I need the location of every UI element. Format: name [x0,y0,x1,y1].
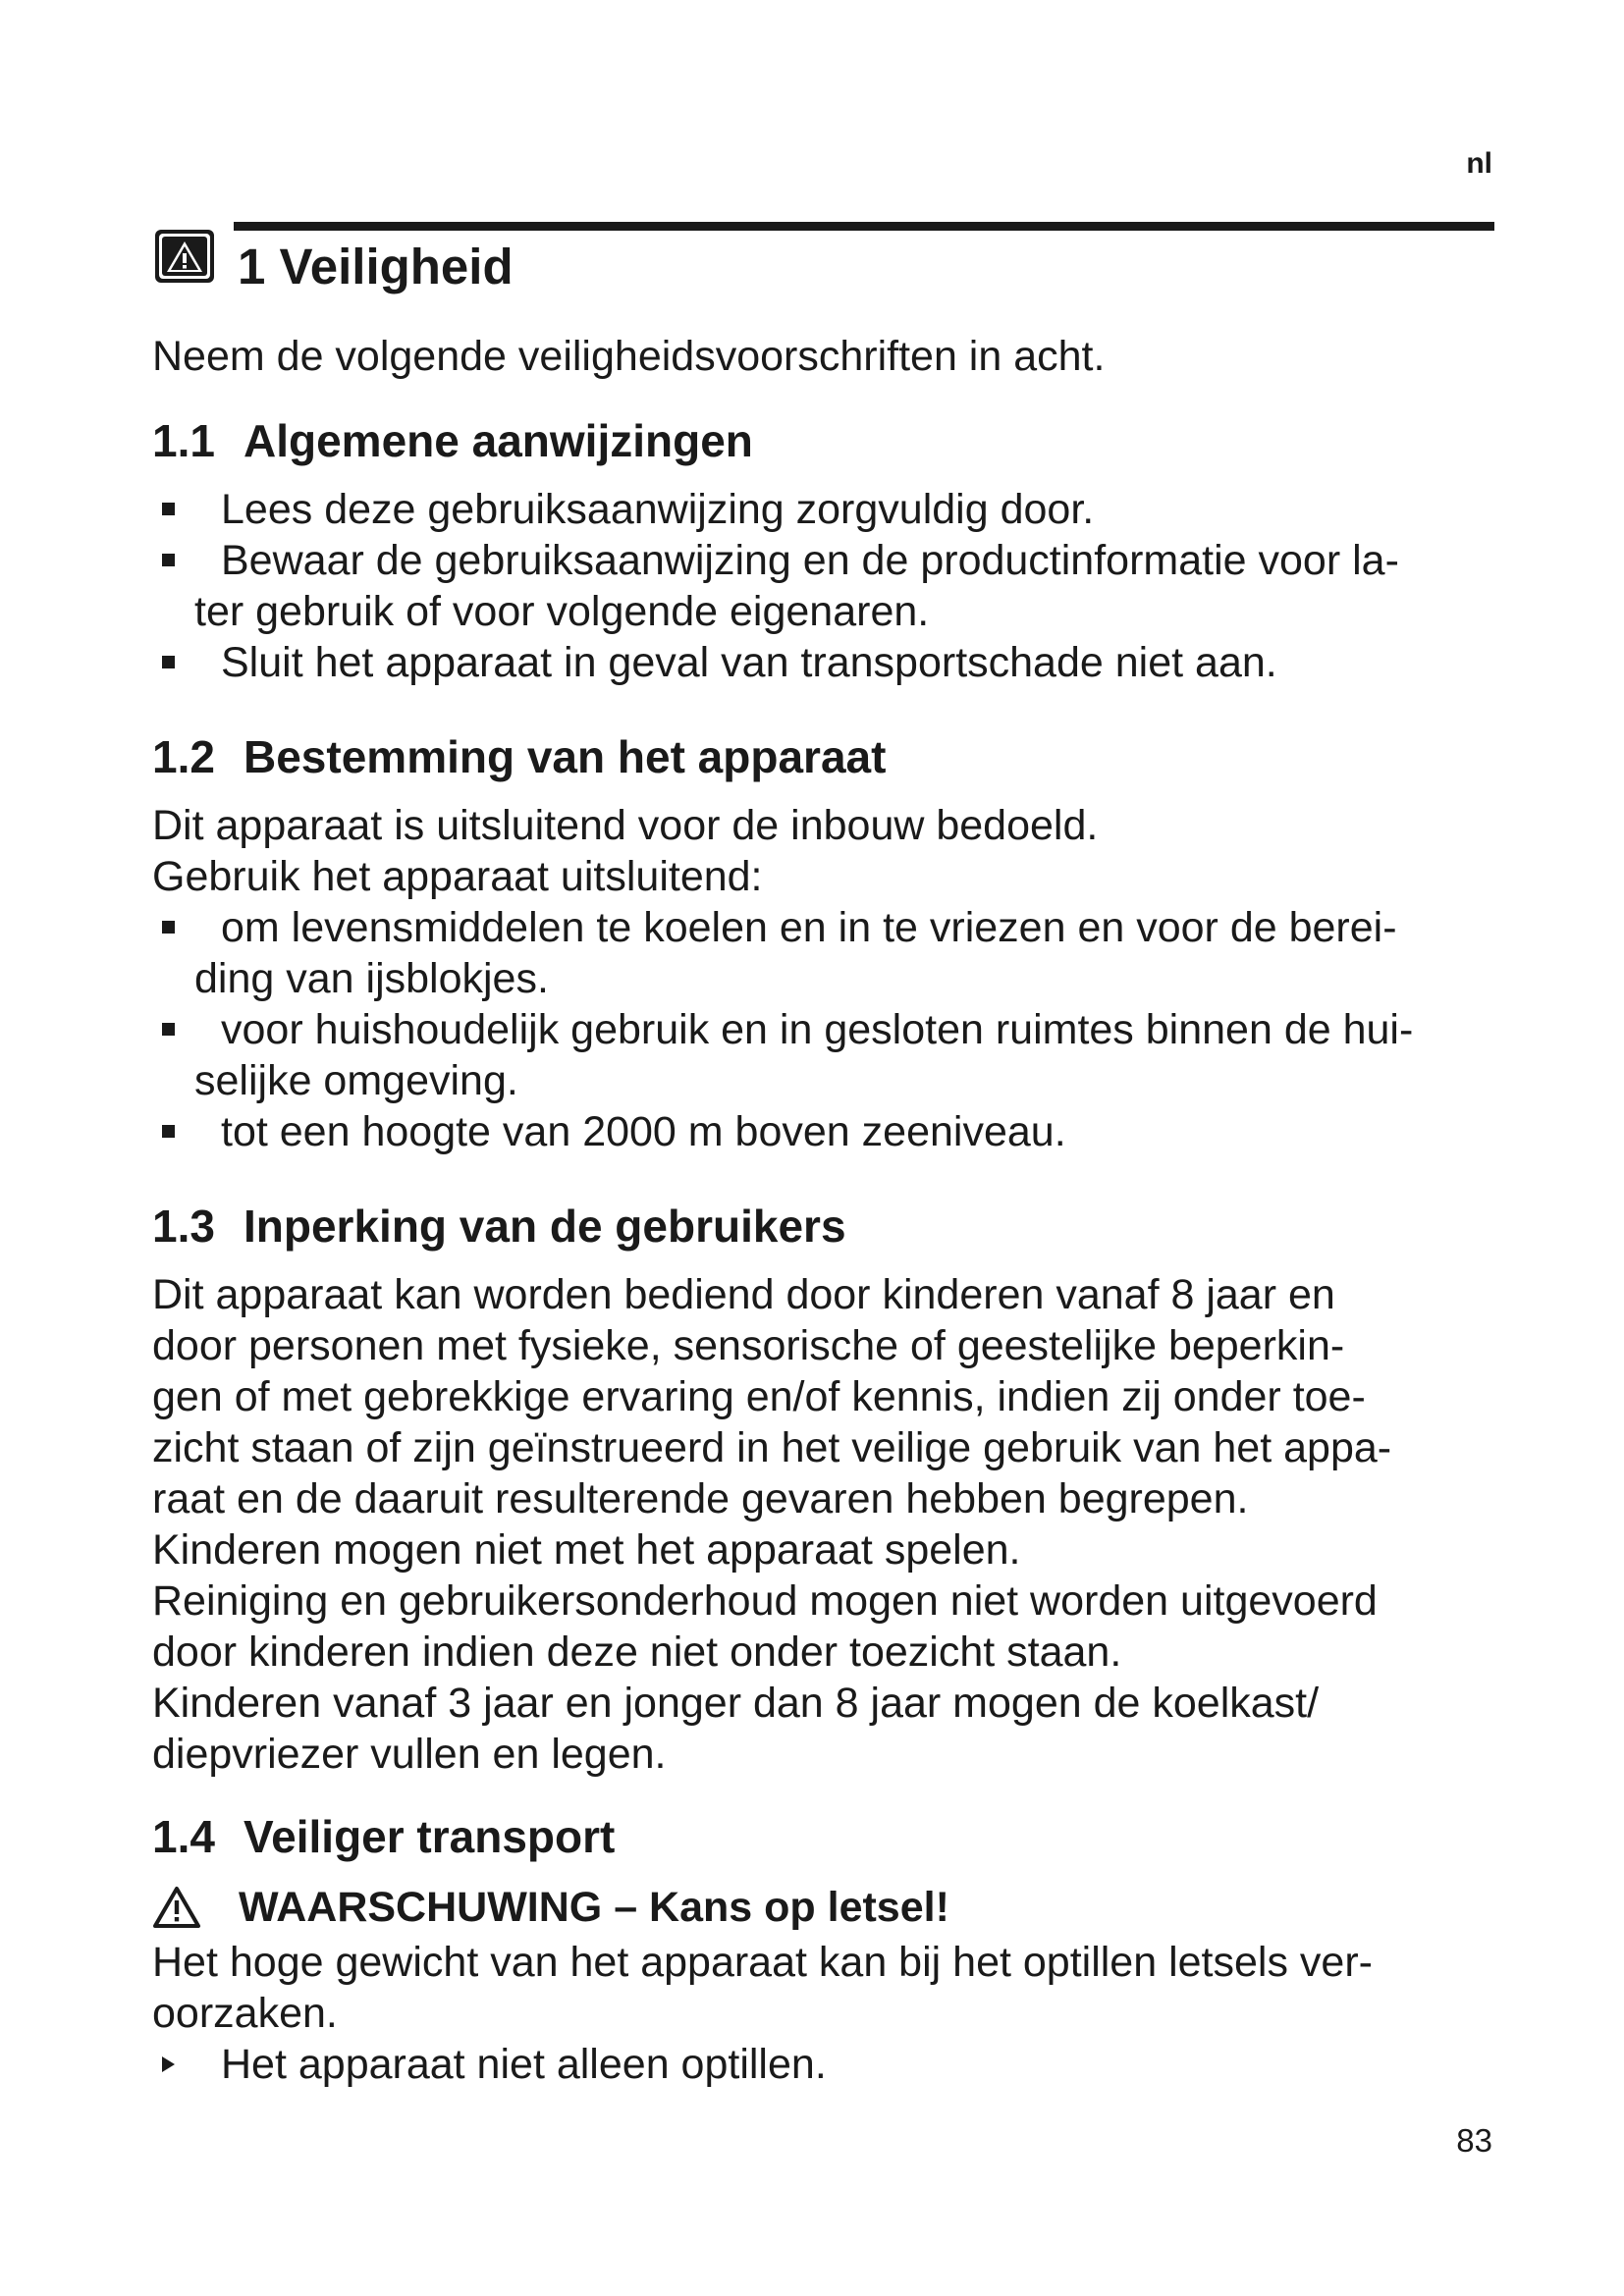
list-item [152,535,1527,637]
paragraph-line: door kinderen indien deze niet onder toezicht staan. [152,1629,1122,1676]
section-title: Algemene aanwijzingen [244,415,753,466]
list-item-text: tot een hoogte van 2000 m boven zeeniveau. [221,1108,1066,1155]
square-bullet-icon [162,656,175,668]
list-item-text: voor huishoudelijk gebruik en in gesloten ruimtes binnen de hui- [221,1006,1414,1053]
warning-notice [152,1880,1527,1935]
list-item-text: om levensmiddelen te koelen en in te vriezen en voor de berei- [221,904,1397,951]
section-number: 1.1 [152,415,215,466]
paragraph-line: Het hoge gewicht van het apparaat kan bij het optillen letsels ver- [152,1939,1373,1986]
list-item-text: Sluit het apparaat in geval van transportschade niet aan. [221,639,1277,686]
list-item [152,484,1527,535]
warning-triangle-icon [152,1886,201,1929]
paragraph-line: diepvriezer vullen en legen. [152,1731,667,1778]
paragraph-line: Reiniging en gebruikersonderhoud mogen niet worden uitgevoerd [152,1577,1378,1625]
section-heading-user-restrictions [152,1197,1527,1255]
paragraph-line: zicht staan of zijn geïnstrueerd in het veilige gebruik van het appa- [152,1424,1392,1471]
section-number: 1.4 [152,1811,215,1862]
warning-box-icon [154,229,215,284]
paragraph-line: gen of met gebrekkige ervaring en/of kennis, indien zij onder toe- [152,1373,1366,1420]
section-heading-safe-transport [152,1807,1527,1866]
section-title: Bestemming van het apparaat [244,731,887,782]
chapter-intro: Neem de volgende veiligheidsvoorschriften in acht. [152,333,1106,380]
paragraph-line: Dit apparaat is uitsluitend voor de inbouw bedoeld. [152,802,1099,849]
section-number: 1.3 [152,1201,215,1252]
section-heading-intended-use [152,727,1527,786]
section-title: Inperking van de gebruikers [244,1201,846,1252]
list-item [152,902,1527,1004]
list-item-text: Bewaar de gebruiksaanwijzing en de productinformatie voor la- [221,537,1399,584]
section-heading-general [152,411,1527,470]
chapter-rule [234,222,1494,231]
triangle-bullet-icon [162,2056,175,2072]
paragraph-line: Kinderen mogen niet met het apparaat spelen. [152,1526,1021,1574]
paragraph-line: oorzaken. [152,1990,338,2037]
square-bullet-icon [162,1023,175,1036]
page-number: 83 [1456,2122,1492,2159]
list-item-text: Lees deze gebruiksaanwijzing zorgvuldig door. [221,486,1095,533]
warning-label: WAARSCHUWING – Kans op letsel! [239,1884,949,1931]
action-step [152,2039,1527,2090]
user-restrictions-text [152,1269,1527,1780]
square-bullet-icon [162,921,175,934]
section-title: Veiliger transport [244,1811,616,1862]
general-instructions-list [152,484,1527,688]
square-bullet-icon [162,503,175,515]
square-bullet-icon [162,1125,175,1138]
list-item [152,1004,1527,1106]
paragraph-line: door personen met fysieke, sensorische of geestelijke beperkin- [152,1322,1345,1369]
list-item-text-continued: selijke omgeving. [194,1057,518,1104]
paragraph-line: Gebruik het apparaat uitsluitend: [152,853,763,900]
action-step-text: Het apparaat niet alleen optillen. [221,2041,827,2088]
list-item [152,1106,1527,1157]
list-item-text-continued: ter gebruik of voor volgende eigenaren. [194,588,930,635]
list-item-text-continued: ding van ijsblokjes. [194,955,549,1002]
paragraph-line: Kinderen vanaf 3 jaar en jonger dan 8 jaar mogen de koelkast/ [152,1680,1320,1727]
chapter-content [152,331,1527,2090]
paragraph-line: raat en de daaruit resulterende gevaren hebben begrepen. [152,1475,1249,1522]
list-item [152,637,1527,688]
square-bullet-icon [162,554,175,566]
paragraph-line: Dit apparaat kan worden bediend door kinderen vanaf 8 jaar en [152,1271,1335,1318]
section-number: 1.2 [152,731,215,782]
language-code: nl [1466,147,1492,180]
intended-use-list [152,902,1527,1157]
chapter-title: 1 Veiligheid [238,239,514,294]
